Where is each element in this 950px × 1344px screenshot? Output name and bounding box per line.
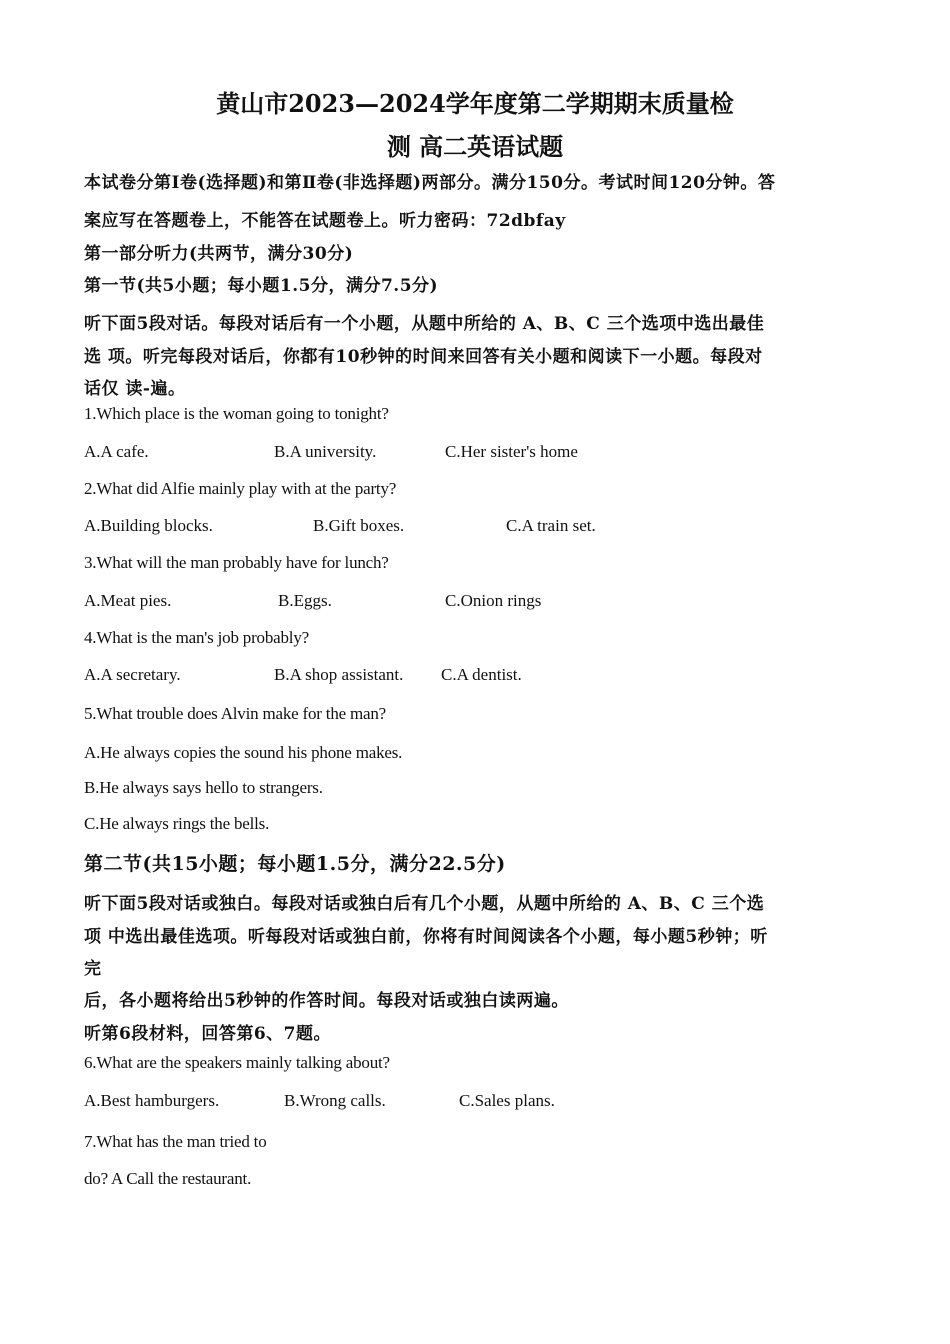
question-5-option-a: A.He always copies the sound his phone makes. xyxy=(84,743,403,762)
question-7-stem-line2: do? A Call the restaurant. xyxy=(84,1169,252,1188)
question-2-option-a: A.Building blocks. xyxy=(84,516,213,535)
question-2-option-b: B.Gift boxes. xyxy=(313,516,405,535)
question-4-option-b: B.A shop assistant. xyxy=(274,665,404,684)
section1-instruction-line1: 听下面5段对话。每段对话后有一个小题，从题中所给的 A、B、C 三个选项中选出最佳 xyxy=(84,314,765,334)
section2-heading: 第二节(共15小题；每小题1.5分，满分22.5分) xyxy=(84,853,506,875)
section1-heading: 第一节(共5小题；每小题1.5分，满分7.5分) xyxy=(84,276,439,296)
question-1-option-a: A.A cafe. xyxy=(84,442,149,461)
question-5-stem: 5.What trouble does Alvin make for the man? xyxy=(84,704,387,723)
section2-instruction-line4: 后，各小题将给出5秒钟的作答时间。每段对话或独白读两遍。 xyxy=(84,991,569,1011)
question-7-stem-line1: 7.What has the man tried to xyxy=(84,1132,267,1151)
section2-instruction-line3: 完 xyxy=(84,959,102,979)
question-6-stem: 6.What are the speakers mainly talking about? xyxy=(84,1053,390,1072)
question-3-option-b: B.Eggs. xyxy=(278,591,332,610)
question-5-option-b: B.He always says hello to strangers. xyxy=(84,778,323,797)
question-1-option-c: C.Her sister's home xyxy=(445,442,578,461)
exam-title-line1: 黄山市2023—2024学年度第二学期期末质量检 xyxy=(216,89,734,118)
question-3-option-a: A.Meat pies. xyxy=(84,591,172,610)
section2-instruction-line1: 听下面5段对话或独白。每段对话或独白后有几个小题，从题中所给的 A、B、C 三个选 xyxy=(84,894,765,914)
question-4-option-a: A.A secretary. xyxy=(84,665,181,684)
question-5-option-c: C.He always rings the bells. xyxy=(84,814,270,833)
question-6-option-a: A.Best hamburgers. xyxy=(84,1091,220,1110)
question-2-option-c: C.A train set. xyxy=(506,516,596,535)
section2-instruction-line2: 项 中选出最佳选项。听每段对话或独白前，你将有时间阅读各个小题，每小题5秒钟；听 xyxy=(84,927,768,947)
intro-line2: 案应写在答题卷上，不能答在试题卷上。听力密码：72dbfay xyxy=(84,211,566,231)
question-6-option-c: C.Sales plans. xyxy=(459,1091,555,1110)
part1-heading: 第一部分听力(共两节，满分30分) xyxy=(84,244,354,264)
intro-line1: 本试卷分第I卷(选择题)和第Ⅱ卷(非选择题)两部分。满分150分。考试时间120分钟。答 xyxy=(84,173,776,193)
question-1-option-b: B.A university. xyxy=(274,442,377,461)
question-6-option-b: B.Wrong calls. xyxy=(284,1091,386,1110)
question-4-stem: 4.What is the man's job probably? xyxy=(84,628,309,647)
section1-instruction-line2: 选 项。听完每段对话后，你都有10秒钟的时间来回答有关小题和阅读下一小题。每段对 xyxy=(84,347,763,367)
exam-title-line2: 测 高二英语试题 xyxy=(386,132,564,161)
section1-instruction-line3: 话仅 读-遍。 xyxy=(84,379,186,399)
question-3-stem: 3.What will the man probably have for lunch? xyxy=(84,553,389,572)
question-1-stem: 1.Which place is the woman going to tonight? xyxy=(84,404,389,423)
material-6-heading: 听第6段材料，回答第6、7题。 xyxy=(84,1024,331,1044)
question-2-stem: 2.What did Alfie mainly play with at the party? xyxy=(84,479,397,498)
question-4-option-c: C.A dentist. xyxy=(441,665,522,684)
question-3-option-c: C.Onion rings xyxy=(445,591,542,610)
